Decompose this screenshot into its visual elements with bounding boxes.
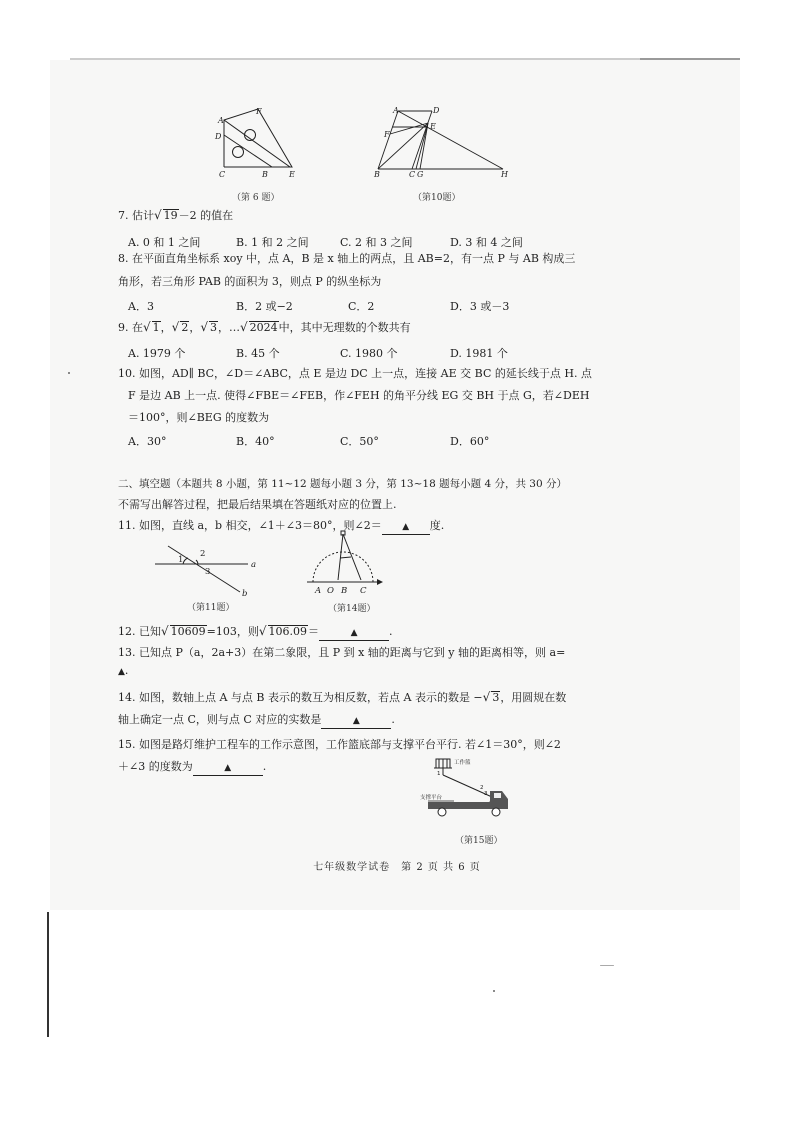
fig10-label-H: H <box>501 170 508 179</box>
figure-11-caption: （第11题） <box>187 603 235 613</box>
fig15-label-basket: 工作篮 <box>454 760 471 766</box>
fig10-label-B: B <box>374 170 380 179</box>
q8-option-c: C．2 <box>348 300 375 313</box>
fig14-label-A: A <box>315 586 322 596</box>
q7-radicand: 19 <box>163 209 178 222</box>
fig10-label-A: A <box>393 106 399 115</box>
q10-option-d: D．60° <box>450 435 490 448</box>
fig15-label-platform: 支撑平台 <box>420 795 443 801</box>
q7-option-c: C. 2 和 3 之间 <box>340 236 413 249</box>
q9-option-b: B. 45 个 <box>236 347 280 360</box>
answer-blank-11: ▲ <box>402 522 410 532</box>
question-8-line-1: 8. 在平面直角坐标系 xoy 中，点 A，B 是 x 轴上的两点，且 AB=2，有一点 P 与 AB 构成三 <box>118 252 576 265</box>
fig14-label-C: C <box>360 586 367 596</box>
fig11-label-1: 1 <box>178 555 184 565</box>
q8-option-a: A．3 <box>128 300 154 313</box>
fig6-label-E: E <box>289 170 295 179</box>
scan-speck <box>493 990 495 992</box>
figure-14 <box>305 530 385 598</box>
q9-option-a: A. 1979 个 <box>128 347 186 360</box>
q10-option-a: A．30° <box>128 435 167 448</box>
fig6-label-D: D <box>215 132 222 141</box>
fig6-label-A: A <box>218 116 224 125</box>
fig11-label-a: a <box>251 560 257 570</box>
page-footer: 七年级数学试卷 第 2 页 共 6 页 <box>313 862 481 873</box>
answer-blank-13: ▲ <box>118 667 125 677</box>
fig6-label-C: C <box>219 170 226 179</box>
fig11-label-b: b <box>242 589 248 598</box>
question-10-line-3: ＝100°，则∠BEG 的度数为 <box>128 411 270 424</box>
q10-option-b: B．40° <box>236 435 275 448</box>
question-14-line-1: 14. 如图，数轴上点 A 与点 B 表示的数互为相反数，若点 A 表示的数是 −√ 3，用圆规在数 <box>118 690 567 704</box>
figure-11 <box>150 540 265 598</box>
fig15-label-2: 2 <box>480 785 484 791</box>
q7-option-d: D. 3 和 4 之间 <box>450 236 523 249</box>
question-11: 11. 如图，直线 a，b 相交，∠1＋∠3＝80°，则∠2＝ ▲ 度. <box>118 519 444 535</box>
q7-option-a: A. 0 和 1 之间 <box>128 236 201 249</box>
q10-option-c: C．50° <box>340 435 379 448</box>
question-12: 12. 已知√ 10609=103，则√ 106.09＝ ▲ . <box>118 624 393 641</box>
scan-left-edge <box>47 912 49 1037</box>
fig10-label-G: G <box>417 170 424 179</box>
answer-blank-14: ▲ <box>352 716 360 726</box>
scan-top-edge-dark <box>640 58 740 60</box>
question-10-line-1: 10. 如图，AD∥ BC，∠D＝∠ABC，点 E 是边 DC 上一点，连接 AE 交 BC 的延长线于点 H. 点 <box>118 367 592 380</box>
fig6-label-B: B <box>262 170 268 179</box>
fig10-label-C: C <box>409 170 416 179</box>
fig10-label-E: E <box>430 122 436 131</box>
figure-10-caption: （第10题） <box>413 193 461 203</box>
figure-15 <box>420 755 530 825</box>
section-2-instruction: 不需写出解答过程，把最后结果填在答题纸对应的位置上. <box>118 498 397 511</box>
fig11-label-3: 3 <box>205 567 211 577</box>
fig10-label-D: D <box>433 106 440 115</box>
fig14-label-O: O <box>327 586 334 596</box>
scan-speck <box>600 965 614 966</box>
q8-option-b: B．2 或−2 <box>236 300 293 313</box>
question-8-line-2: 角形，若三角形 PAB 的面积为 3，则点 P 的纵坐标为 <box>118 275 382 288</box>
fig10-label-F: F <box>384 130 390 139</box>
question-7: 7. 估计√ 19－2 的值在 <box>118 208 234 222</box>
figure-6 <box>210 105 305 180</box>
question-10-line-2: F 是边 AB 上一点. 使得∠FBE＝∠FEB，作∠FEH 的角平分线 EG 交 BH 于点 G，若∠DEH <box>128 389 590 402</box>
q9-option-d: D. 1981 个 <box>450 347 508 360</box>
question-15-line-2: ＋∠3 的度数为 ▲ . <box>118 760 266 776</box>
q7-option-b: B. 1 和 2 之间 <box>236 236 309 249</box>
question-13-answer: ▲. <box>118 664 129 677</box>
fig15-label-1: 1 <box>437 771 441 777</box>
answer-blank-15: ▲ <box>224 763 232 773</box>
figure-15-caption: （第15题） <box>455 836 503 846</box>
question-9: 9. 在√ 1，√ 2，√ 3，…√ 2024中，其中无理数的个数共有 <box>118 320 411 334</box>
section-2-header: 二、填空题（本题共 8 小题，第 11~12 题每小题 3 分，第 13~18 题每小题 4 分，共 30 分） <box>118 478 567 490</box>
answer-blank-12: ▲ <box>350 628 358 638</box>
figure-14-caption: （第14题） <box>328 604 376 614</box>
question-14-line-2: 轴上确定一点 C，则与点 C 对应的实数是 ▲ . <box>118 713 395 729</box>
figure-10 <box>370 105 510 180</box>
fig14-label-B: B <box>341 586 348 596</box>
figure-6-caption: （第 6 题） <box>232 193 280 203</box>
fig6-label-F: F <box>256 107 262 116</box>
q8-option-d: D．3 或－3 <box>450 300 510 313</box>
scan-speck <box>68 372 70 374</box>
question-13: 13. 已知点 P（a，2a+3）在第二象限，且 P 到 x 轴的距离与它到 y 轴的距离相等，则 a= <box>118 646 566 659</box>
fig11-label-2: 2 <box>200 549 206 559</box>
q9-option-c: C. 1980 个 <box>340 347 398 360</box>
question-15-line-1: 15. 如图是路灯维护工程车的工作示意图，工作篮底部与支撑平台平行. 若∠1＝30°，则∠2 <box>118 738 561 751</box>
fig15-label-3: 3 <box>484 791 488 797</box>
